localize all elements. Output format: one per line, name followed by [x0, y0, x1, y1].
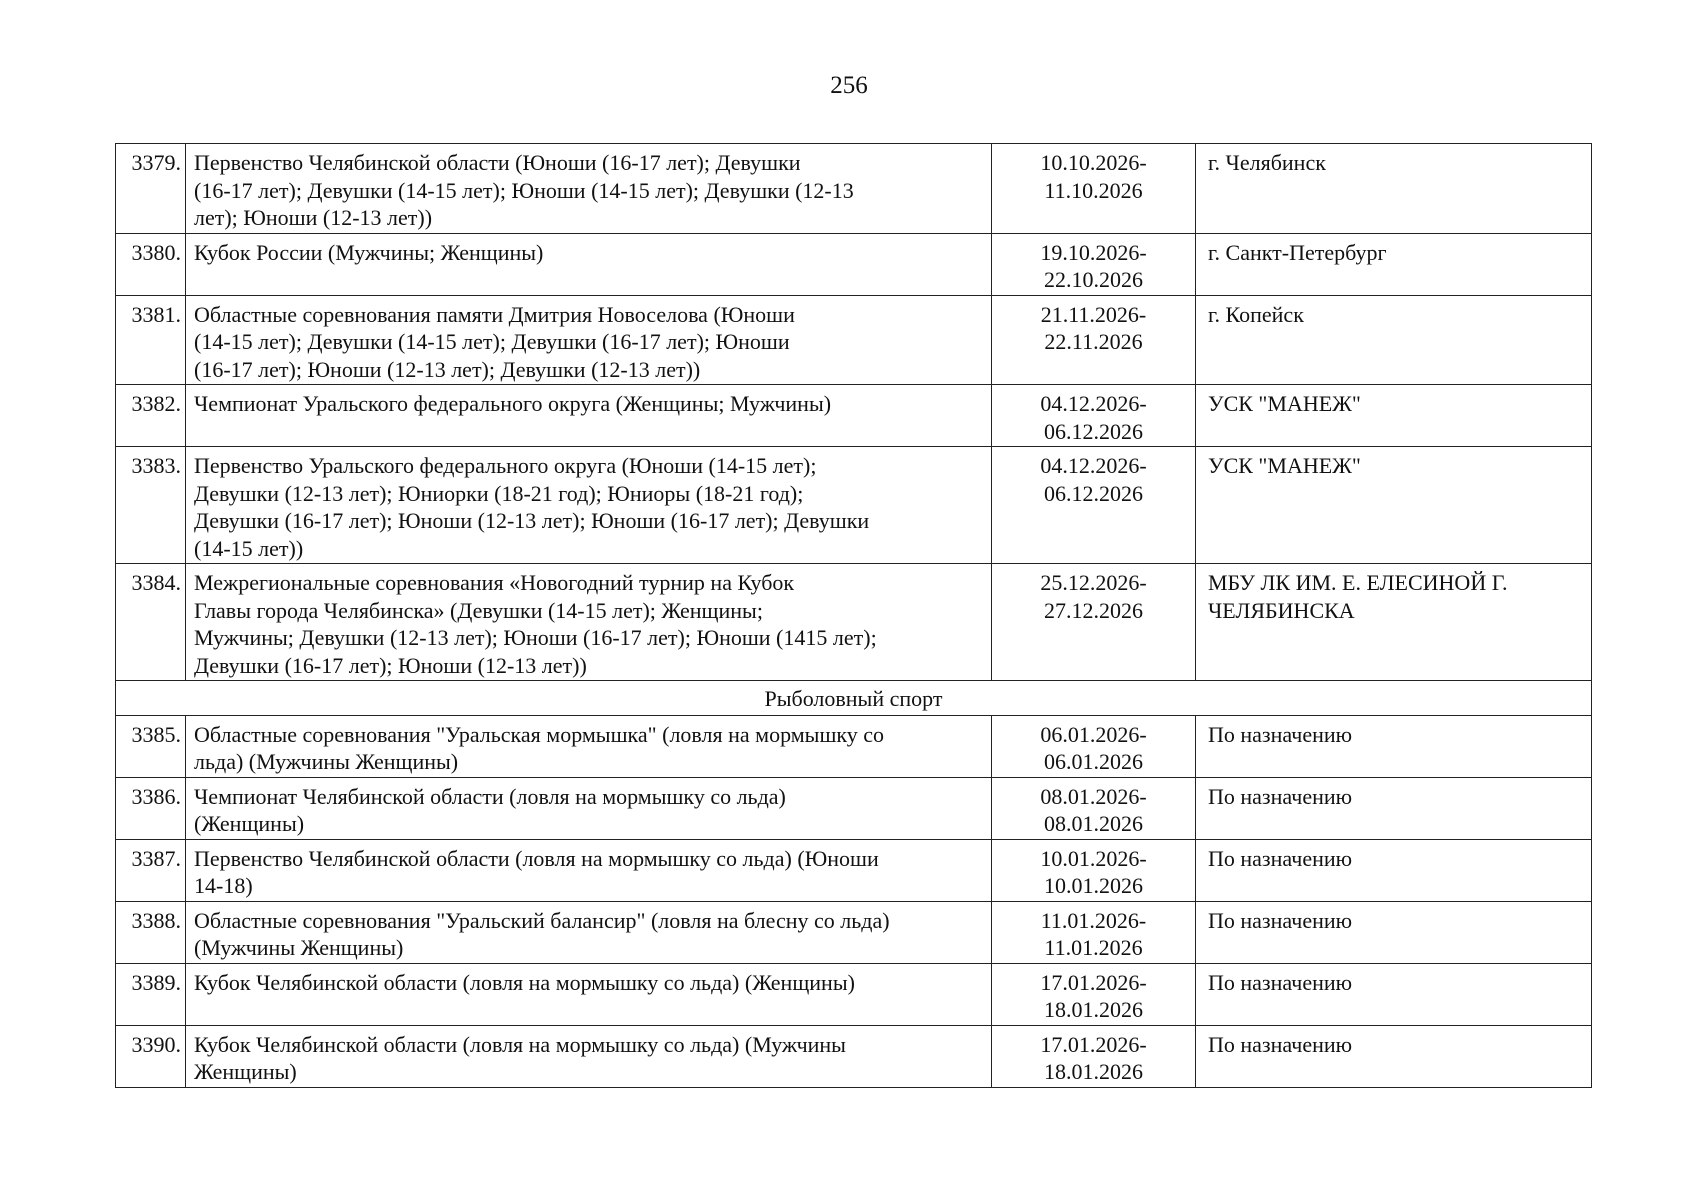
- event-place: По назначению: [1196, 715, 1592, 777]
- event-name: Межрегиональные соревнования «Новогодний турнир на Кубок Главы города Челябинска» (Девушки (14-15 лет); Женщины; Мужчины; Девушки (12-13 лет); Юноши (16-17 лет); Юноши (1415 лет); Девушки (16-17 лет); Юноши (12-13 лет)): [186, 564, 992, 681]
- event-place: г. Копейск: [1196, 295, 1592, 385]
- event-name: Кубок России (Мужчины; Женщины): [186, 233, 992, 295]
- event-place: По назначению: [1196, 901, 1592, 963]
- event-dates: 11.01.2026- 11.01.2026: [992, 901, 1196, 963]
- row-number: 3383.: [116, 447, 186, 564]
- event-place: г. Челябинск: [1196, 144, 1592, 234]
- table-row: [116, 233, 1592, 295]
- row-number: 3386.: [116, 777, 186, 839]
- event-place: УСК "МАНЕЖ": [1196, 447, 1592, 564]
- event-name: Первенство Челябинской области (ловля на мормышку со льда) (Юноши 14-18): [186, 839, 992, 901]
- event-place: По назначению: [1196, 963, 1592, 1025]
- event-name: Кубок Челябинской области (ловля на мормышку со льда) (Мужчины Женщины): [186, 1025, 992, 1087]
- page-number: 256: [830, 72, 868, 99]
- event-name: Чемпионат Челябинской области (ловля на мормышку со льда) (Женщины): [186, 777, 992, 839]
- row-number: 3389.: [116, 963, 186, 1025]
- event-dates: 06.01.2026- 06.01.2026: [992, 715, 1196, 777]
- row-number: 3384.: [116, 564, 186, 681]
- event-dates: 17.01.2026- 18.01.2026: [992, 963, 1196, 1025]
- event-name: Областные соревнования "Уральская мормышка" (ловля на мормышку со льда) (Мужчины Женщины): [186, 715, 992, 777]
- event-dates: 04.12.2026- 06.12.2026: [992, 447, 1196, 564]
- table-row: [116, 839, 1592, 901]
- row-number: 3381.: [116, 295, 186, 385]
- section-header-row: [116, 681, 1592, 716]
- event-place: МБУ ЛК ИМ. Е. ЕЛЕСИНОЙ Г. ЧЕЛЯБИНСКА: [1196, 564, 1592, 681]
- event-dates: 17.01.2026- 18.01.2026: [992, 1025, 1196, 1087]
- table-row: [116, 1025, 1592, 1087]
- event-dates: 25.12.2026- 27.12.2026: [992, 564, 1196, 681]
- row-number: 3388.: [116, 901, 186, 963]
- row-number: 3390.: [116, 1025, 186, 1087]
- event-place: По назначению: [1196, 1025, 1592, 1087]
- row-number: 3387.: [116, 839, 186, 901]
- event-name: Первенство Челябинской области (Юноши (16-17 лет); Девушки (16-17 лет); Девушки (14-15 лет); Юноши (14-15 лет); Девушки (12-13 лет); Юноши (12-13 лет)): [186, 144, 992, 234]
- event-name: Кубок Челябинской области (ловля на мормышку со льда) (Женщины): [186, 963, 992, 1025]
- section-title: Рыболовный спорт: [116, 681, 1592, 716]
- event-dates: 04.12.2026- 06.12.2026: [992, 385, 1196, 447]
- event-dates: 10.01.2026- 10.01.2026: [992, 839, 1196, 901]
- table-row: [116, 777, 1592, 839]
- event-name: Областные соревнования памяти Дмитрия Новоселова (Юноши (14-15 лет); Девушки (14-15 лет); Девушки (16-17 лет); Юноши (16-17 лет); Юноши (12-13 лет); Девушки (12-13 лет)): [186, 295, 992, 385]
- event-dates: 10.10.2026- 11.10.2026: [992, 144, 1196, 234]
- table-row: [116, 295, 1592, 385]
- table-row: [116, 963, 1592, 1025]
- table-row: [116, 385, 1592, 447]
- event-dates: 21.11.2026- 22.11.2026: [992, 295, 1196, 385]
- table-row: [116, 901, 1592, 963]
- event-place: г. Санкт-Петербург: [1196, 233, 1592, 295]
- row-number: 3379.: [116, 144, 186, 234]
- event-dates: 08.01.2026- 08.01.2026: [992, 777, 1196, 839]
- event-place: По назначению: [1196, 839, 1592, 901]
- event-name: Чемпионат Уральского федерального округа (Женщины; Мужчины): [186, 385, 992, 447]
- table-row: [116, 715, 1592, 777]
- table-row: [116, 564, 1592, 681]
- row-number: 3380.: [116, 233, 186, 295]
- table-row: [116, 447, 1592, 564]
- event-name: Первенство Уральского федерального округа (Юноши (14-15 лет); Девушки (12-13 лет); Юниорки (18-21 год); Юниоры (18-21 год); Девушки (16-17 лет); Юноши (12-13 лет); Юноши (16-17 лет); Девушки (14-15 лет)): [186, 447, 992, 564]
- events-table: [115, 143, 1592, 1088]
- event-place: По назначению: [1196, 777, 1592, 839]
- event-dates: 19.10.2026- 22.10.2026: [992, 233, 1196, 295]
- row-number: 3385.: [116, 715, 186, 777]
- table-row: [116, 144, 1592, 234]
- event-place: УСК "МАНЕЖ": [1196, 385, 1592, 447]
- row-number: 3382.: [116, 385, 186, 447]
- event-name: Областные соревнования "Уральский балансир" (ловля на блесну со льда) (Мужчины Женщины): [186, 901, 992, 963]
